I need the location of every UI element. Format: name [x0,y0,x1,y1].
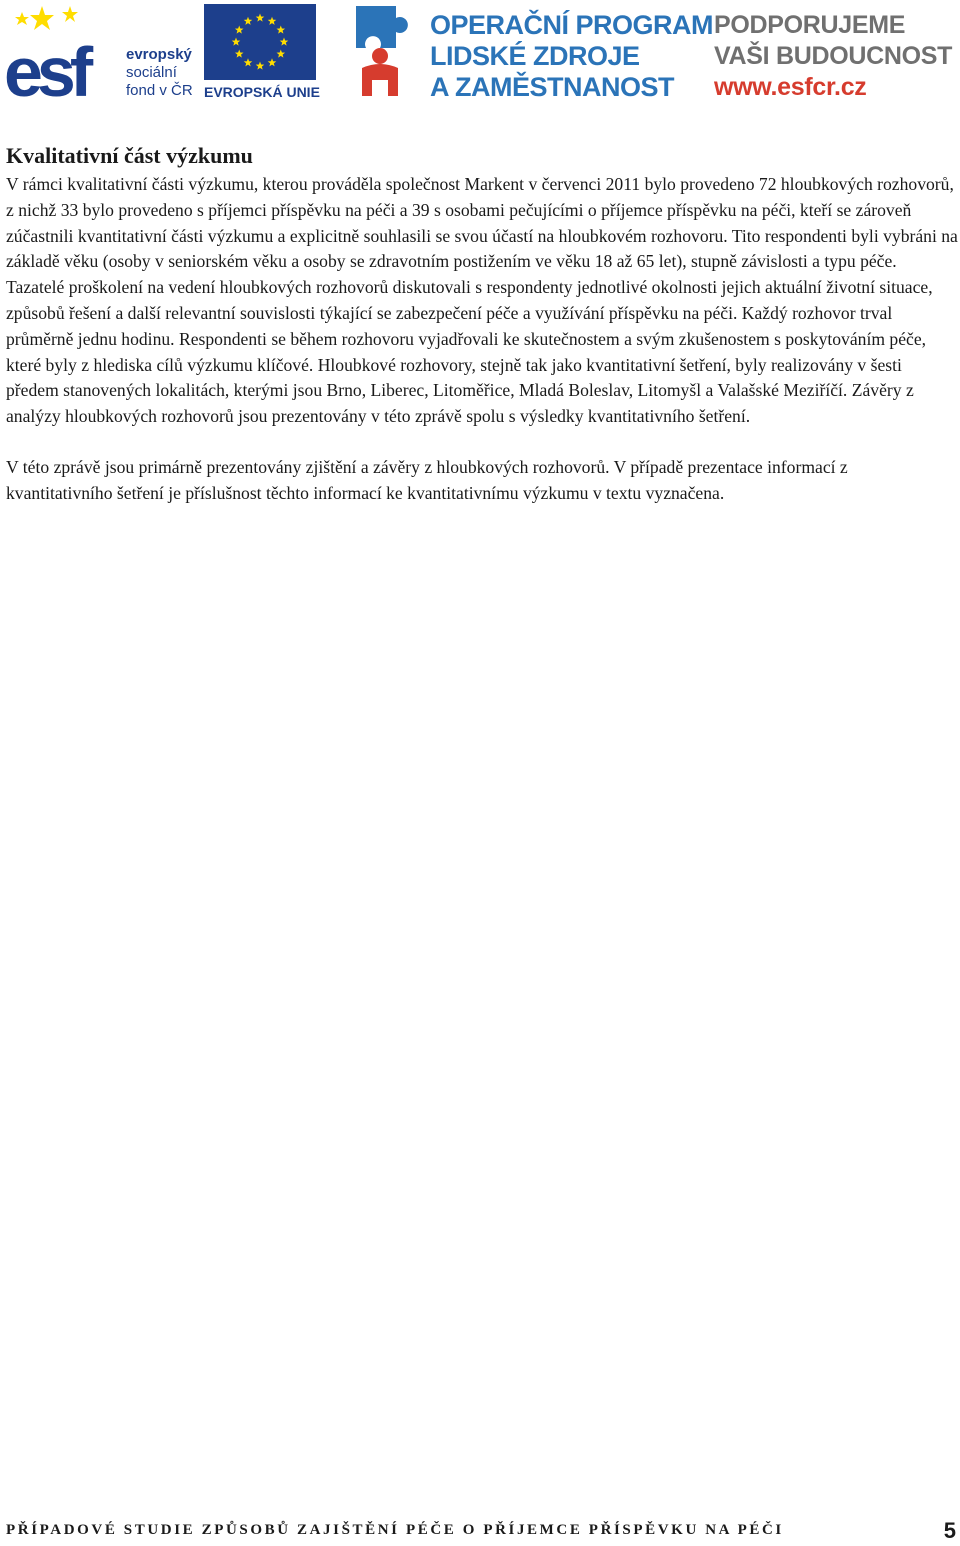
esf-line-3: fond v ČR [126,82,193,99]
puzzle-person-icon [352,4,416,100]
document-body [6,142,958,532]
support-line-1: PODPORUJEME [714,11,906,39]
op-program-title [430,10,713,103]
esf-stars-icon [4,4,124,44]
page-number: 5 [943,1518,956,1543]
esf-line-2: sociální [126,64,177,81]
op-line-2: LIDSKÉ ZDROJE [430,41,640,71]
paragraph-2: V této zprávě jsou primárně prezentovány zjištění a závěry z hloubkových rozhovorů. V případě prezentace informací z kvantitativního šetření je příslušnost těchto informací ke kvantitativnímu výzkumu v textu vyznačena. [6,456,848,503]
svg-text:esf: esf [4,42,88,102]
paragraph-1: V rámci kvalitativní části výzkumu, kterou prováděla společnost Markent v červenci 2011 bylo provedeno 72 hloubkových rozhovorů, z nichž 33 bylo provedeno s příjemci příspěvku na péči a 39 s osobami pečujícími o příjemce příspěvku na péči, kteří se zároveň zúčastnili kvantitativní části výzkumu a explicitně souhlasili se svou účastí na hloubkovém rozhovoru. Tito respondenti byli vybráni na základě věku (osoby v seniorském věku a osoby se zdravotním postižením ve věku 18 až 65 let), stupně závislosti a typu péče. Tazatelé proškolení na vedení hloubkových rozhovorů diskutovali s respondenty jednotlivé okolnosti jejich aktuální životní situace, způsobů řešení a další relevantní souvislosti týkající se zabezpečení péče a využívání příspěvku na péči. Každý rozhovor trval průměrně jednu hodinu. Respondenti se během rozhovoru vyjadřovali ke skutečnostem a svým zkušenostem s poskytováním péče, které byly z hlediska cílů výzkumu klíčové. Hloubkové rozhovory, stejně tak jako kvantitativní šetření, byly realizovány v šesti předem stanovených lokalitách, kterými jsou Brno, Liberec, Litoměřice, Mladá Boleslav, Litomyšl a Valašské Meziříčí. Závěry z analýzy hloubkových rozhovorů jsou prezentovány v této zprávě spolu s výsledky kvantitativního šetření. [6,174,958,427]
esf-line-1: evropský [126,46,192,63]
page-footer [6,1520,958,1546]
op-puzzle-logo [352,4,416,100]
page-header [0,0,960,110]
section-heading: Kvalitativní část výzkumu [6,143,253,168]
support-url: www.esfcr.cz [714,73,867,101]
support-line-2: VAŠI BUDOUCNOST [714,42,953,70]
footer-title: PŘÍPADOVÉ STUDIE ZPŮSOBŮ ZAJIŠTĚNÍ PÉČE O PŘÍJEMCE PŘÍSPĚVKU NA PÉČI [6,1522,784,1538]
eu-logo [204,4,320,100]
esf-wordmark-icon [4,42,124,102]
support-slogan [714,10,952,103]
eu-flag-icon [204,4,316,80]
eu-label: EVROPSKÁ UNIE [204,84,320,100]
op-line-3: A ZAMĚSTNANOST [430,72,674,102]
op-line-1: OPERAČNÍ PROGRAM [430,10,714,40]
esf-logo [4,4,204,100]
esf-subtitle [126,46,193,100]
